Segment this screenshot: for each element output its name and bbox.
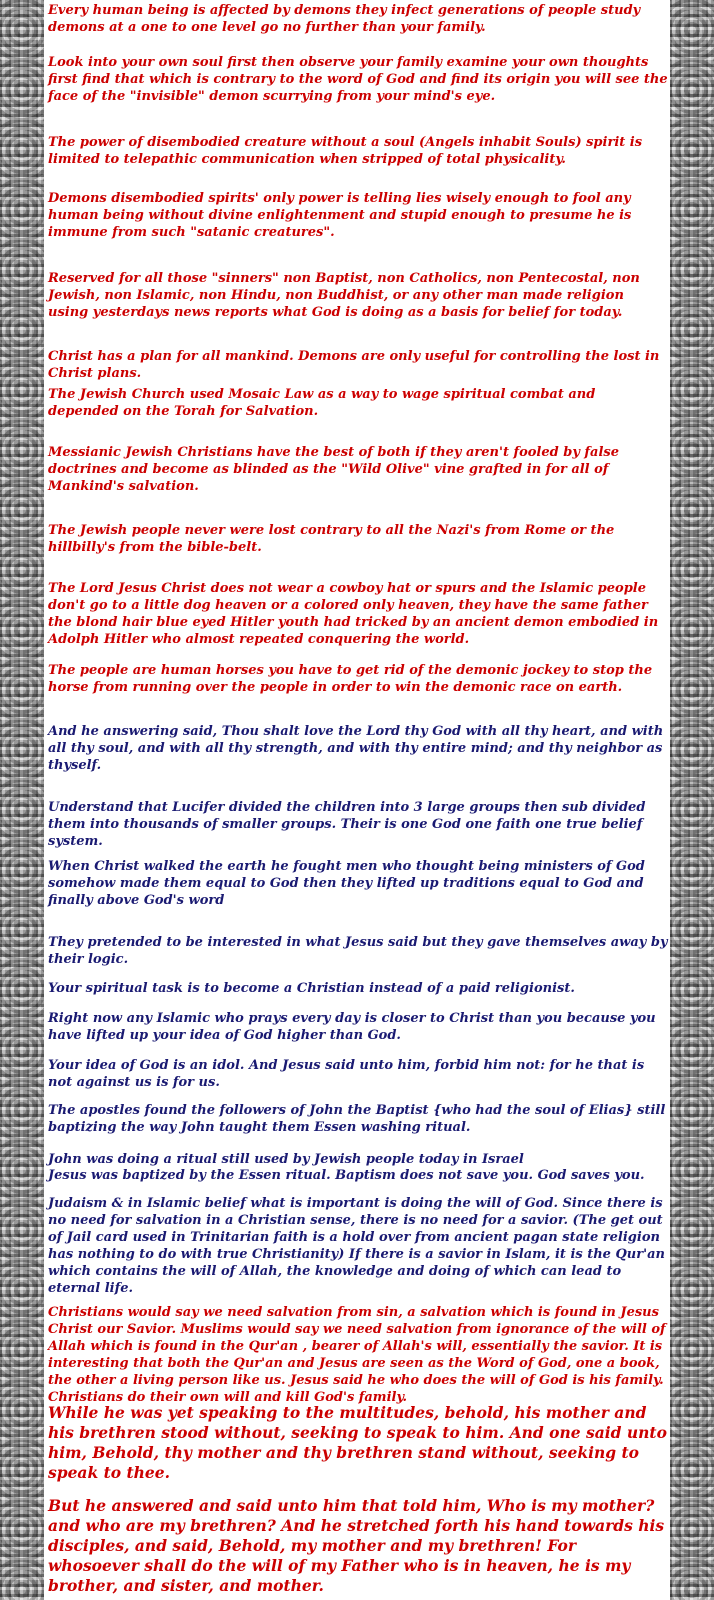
paragraph-6: Christ has a plan for all mankind. Demons are only useful for controlling the lost in Christ plans.: [48, 349, 660, 381]
decorative-border-left: [0, 0, 44, 1600]
paragraph-13: Understand that Lucifer divided the children into 3 large groups then sub divided them into thousands of smaller groups. Their is one God one faith one true belief system.: [48, 800, 646, 849]
paragraph-15: They pretended to be interested in what Jesus said but they gave themselves away by their logic.: [48, 935, 668, 967]
paragraph-4: Demons disembodied spirits' only power is telling lies wisely enough to fool any human being without divine enlightenment and stupid enough to presume he is immune from such "satanic creatures".: [48, 191, 632, 240]
paragraph-18: Your idea of God is an idol. And Jesus said unto him, forbid him not: for he that is not against us is for us.: [48, 1058, 645, 1090]
paragraph-2: Look into your own soul first then observe your family examine your own thoughts first find that which is contrary to the word of God and find its origin you will see the face of the "invisible" demon scurrying from your mind's eye.: [48, 55, 668, 104]
paragraph-24: While he was yet speaking to the multitudes, behold, his mother and his brethren stood without, seeking to speak to him. And one said unto him, Behold, thy mother and thy brethren stand without, seeking to speak to thee.: [48, 1403, 667, 1482]
paragraph-10: The Lord Jesus Christ does not wear a cowboy hat or spurs and the Islamic people don't go to a little dog heaven or a colored only heaven, they have the same father the blond hair blue eyed Hitler youth had tricked by an ancient demon embodied in Adolph Hitler who almost repeated conquering the world.: [48, 581, 659, 647]
paragraph-22: Judaism & in Islamic belief what is important is doing the will of God. Since there is no need for salvation in a Christian sense, there is no need for a savior. (The get out of Jail card used in Trinitarian faith is a hold over from ancient pagan state religion has nothing to do with true Christianity) If there is a savior in Islam, it is the Qur'an which contains the will of Allah, the knowledge and doing of which can lead to eternal life.: [48, 1196, 665, 1296]
paragraph-9: The Jewish people never were lost contrary to all the Nazi's from Rome or the hillbilly's from the bible-belt.: [48, 523, 615, 555]
paragraph-7: The Jewish Church used Mosaic Law as a way to wage spiritual combat and depended on the Torah for Salvation.: [48, 387, 596, 419]
paragraph-25: But he answered and said unto him that told him, Who is my mother? and who are my brethren? And he stretched forth his hand towards his disciples, and said, Behold, my mother and my brethren! For whosoever shall do the will of my Father who is in heaven, he is my brother, and sister, and mother.: [48, 1496, 665, 1595]
paragraph-21: Jesus was baptized by the Essen ritual. Baptism does not save you. God saves you.: [48, 1168, 645, 1183]
decorative-border-right: [670, 0, 714, 1600]
paragraph-17: Right now any Islamic who prays every day is closer to Christ than you because you have lifted up your idea of God higher than God.: [48, 1011, 656, 1043]
paragraph-3: The power of disembodied creature without a soul (Angels inhabit Souls) spirit is limited to telepathic communication when stripped of total physicality.: [48, 135, 643, 167]
article-body: [48, 0, 668, 1600]
paragraph-16: Your spiritual task is to become a Christian instead of a paid religionist.: [48, 981, 575, 996]
paragraph-19: The apostles found the followers of John the Baptist {who had the soul of Elias} still baptizing the way John taught them Essen washing ritual.: [48, 1103, 666, 1135]
paragraph-14: When Christ walked the earth he fought men who thought being ministers of God somehow made them equal to God then they lifted up traditions equal to God and finally above God's word: [48, 859, 645, 908]
paragraph-5: Reserved for all those "sinners" non Baptist, non Catholics, non Pentecostal, non Jewish, non Islamic, non Hindu, non Buddhist, or any other man made religion using yesterdays news reports what God is doing as a basis for belief for today.: [48, 271, 640, 320]
paragraph-8: Messianic Jewish Christians have the best of both if they aren't fooled by false doctrines and become as blinded as the "Wild Olive" vine grafted in for all of Mankind's salvation.: [48, 445, 619, 494]
paragraph-11: The people are human horses you have to get rid of the demonic jockey to stop the horse from running over the people in order to win the demonic race on earth.: [48, 663, 653, 695]
paragraph-20: John was doing a ritual still used by Jewish people today in Israel: [48, 1152, 524, 1167]
paragraph-12: And he answering said, Thou shalt love the Lord thy God with all thy heart, and with all thy soul, and with all thy strength, and with thy entire mind; and thy neighbor as thyself.: [48, 724, 664, 773]
paragraph-23: Christians would say we need salvation from sin, a salvation which is found in Jesus Christ our Savior. Muslims would say we need salvation from ignorance of the will of Allah which is found in the Qur'an , bearer of Allah's will, essentially the savior. It is interesting that both the Qur'an and Jesus are seen as the Word of God, one a book, the other a living person like us. Jesus said he who does the will of God is his family. Christians do their own will and kill God's family.: [48, 1305, 666, 1405]
paragraph-1: Every human being is affected by demons they infect generations of people study demons at a one to one level go no further than your family.: [48, 3, 641, 35]
